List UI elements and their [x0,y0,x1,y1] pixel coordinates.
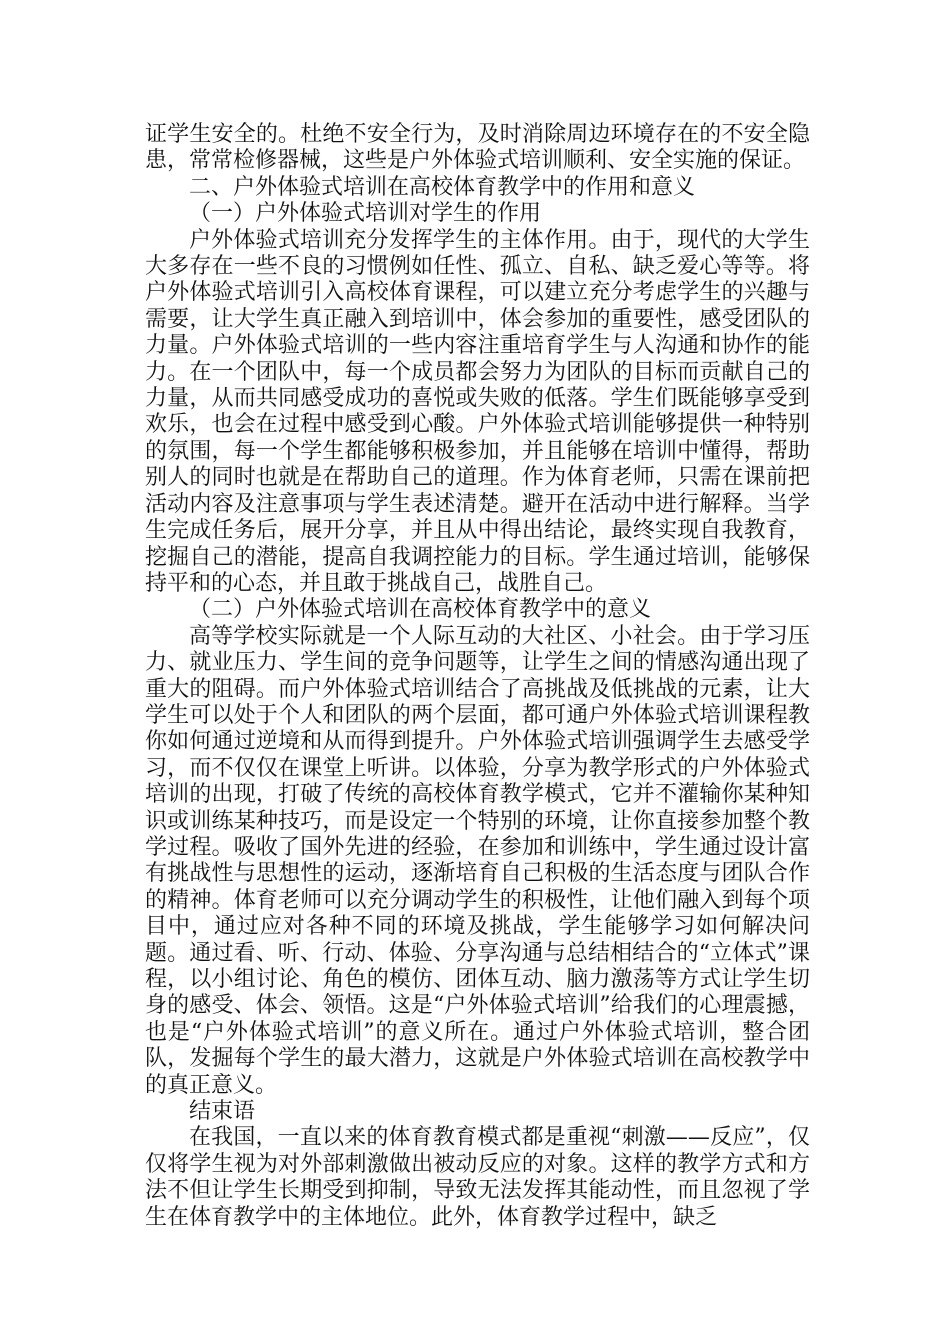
paragraph-significance: 高等学校实际就是一个人际互动的大社区、小社会。由于学习压力、就业压力、学生间的竞争问题等，让学生之间的情感沟通出现了重大的阻碍。而户外体验式培训结合了高挑战及低挑战的元素，让大学生可以处于个人和团队的两个层面，都可通户外体验式培训课程教你如何通过逆境和从而得到提升。户外体验式培训强调学生去感受学习，而不仅仅在课堂上听讲。以体验，分享为教学形式的户外体验式培训的出现，打破了传统的高校体育教学模式，它并不灌输你某种知识或训练某种技巧，而是设定一个特别的环境，让你直接参加整个教学过程。吸收了国外先进的经验，在参加和训练中，学生通过设计富有挑战性与思想性的运动，逐渐培育自己积极的生活态度与团队合作的精神。体育老师可以充分调动学生的积极性，让他们融入到每个项目中，通过应对各种不同的环境及挑战，学生能够学习如何解决问题。通过看、听、行动、体验、分享沟通与总结相结合的“立体式”课程，以小组讨论、角色的模仿、团体互动、脑力激荡等方式让学生切身的感受、体会、领悟。这是“户外体验式培训”给我们的心理震撼，也是“户外体验式培训”的意义所在。通过户外体验式培训，整合团队，发掘每个学生的最大潜力，这就是户外体验式培训在高校教学中的真正意义。 [145,623,810,1098]
subsection-heading-2-1: （一）户外体验式培训对学生的作用 [189,201,542,227]
document-body [145,122,810,1231]
paragraph-student-role: 户外体验式培训充分发挥学生的主体作用。由于，现代的大学生大多存在一些不良的习惯例如任性、孤立、自私、缺乏爱心等等。将户外体验式培训引入高校体育课程，可以建立充分考虑学生的兴趣与需要，让大学生真正融入到培训中，体会参加的重要性，感受团队的力量。户外体验式培训的一些内容注重培育学生与人沟通和协作的能力。在一个团队中，每一个成员都会努力为团队的目标而贡献自己的力量，从而共同感受成功的喜悦或失败的低落。学生们既能够享受到欢乐，也会在过程中感受到心酸。户外体验式培训能够提供一种特别的氛围，每一个学生都能够积极参加，并且能够在培训中懂得，帮助别人的同时也就是在帮助自己的道理。作为体育老师，只需在课前把活动内容及注意事项与学生表述清楚。避开在活动中进行解释。当学生完成任务后，展开分享，并且从中得出结论，最终实现自我教育，挖掘自己的潜能，提高自我调控能力的目标。学生通过培训，能够保持平和的心态，并且敢于挑战自己，战胜自己。 [145,227,810,596]
paragraph-continuation: 证学生安全的。杜绝不安全行为，及时消除周边环境存在的不安全隐患，常常检修器械，这些是户外体验式培训顺利、安全实施的保证。 [145,122,810,174]
section-heading-2: 二、户外体验式培训在高校体育教学中的作用和意义 [189,174,696,200]
paragraph-conclusion: 在我国，一直以来的体育教育模式都是重视“刺激——反应”，仅仅将学生视为对外部刺激做出被动反应的对象。这样的教学方式和方法不但让学生长期受到抑制，导致无法发挥其能动性，而且忽视了学生在体育教学中的主体地位。此外，体育教学过程中，缺乏 [145,1125,810,1230]
subsection-heading-2-2: （二）户外体验式培训在高校体育教学中的意义 [189,597,652,623]
conclusion-heading: 结束语 [189,1099,256,1125]
